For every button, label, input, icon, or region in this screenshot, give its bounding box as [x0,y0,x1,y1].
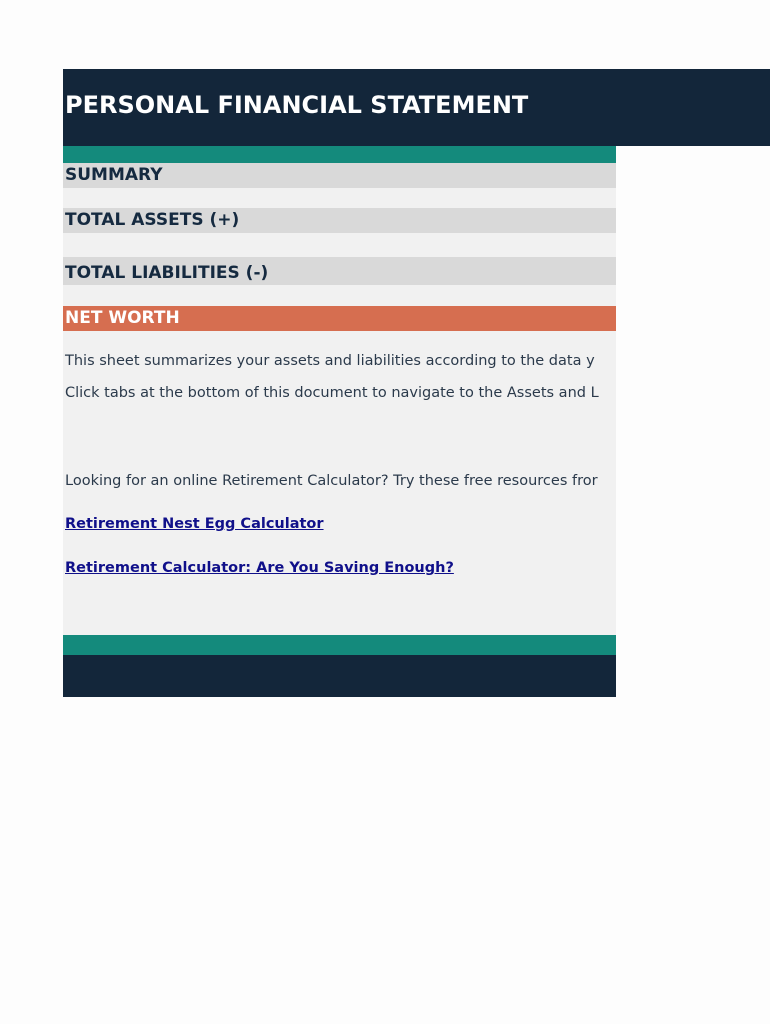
summary-sheet [63,146,616,697]
total-liabilities-row[interactable] [63,257,616,285]
teal-divider-top [63,146,616,163]
footer-banner [63,655,616,697]
calculator-prompt: Looking for an online Retirement Calculator? Try these free resources fror [65,473,598,489]
description-line-1: This sheet summarizes your assets and liabilities according to the data y [65,353,595,369]
saving-enough-calculator-link[interactable]: Retirement Calculator: Are You Saving Enough? [65,560,454,576]
total-liabilities-label: TOTAL LIABILITIES (-) [65,263,269,283]
page-title: PERSONAL FINANCIAL STATEMENT [65,91,529,119]
title-banner [63,69,770,146]
net-worth-row[interactable] [63,306,616,331]
nest-egg-calculator-link[interactable]: Retirement Nest Egg Calculator [65,516,324,532]
summary-heading: SUMMARY [65,165,163,185]
summary-heading-row[interactable] [63,163,616,188]
description-line-2: Click tabs at the bottom of this document to navigate to the Assets and L [65,385,599,401]
net-worth-label: NET WORTH [65,308,180,328]
total-assets-label: TOTAL ASSETS (+) [65,210,240,230]
teal-divider-bottom [63,635,616,655]
total-assets-row[interactable] [63,208,616,233]
